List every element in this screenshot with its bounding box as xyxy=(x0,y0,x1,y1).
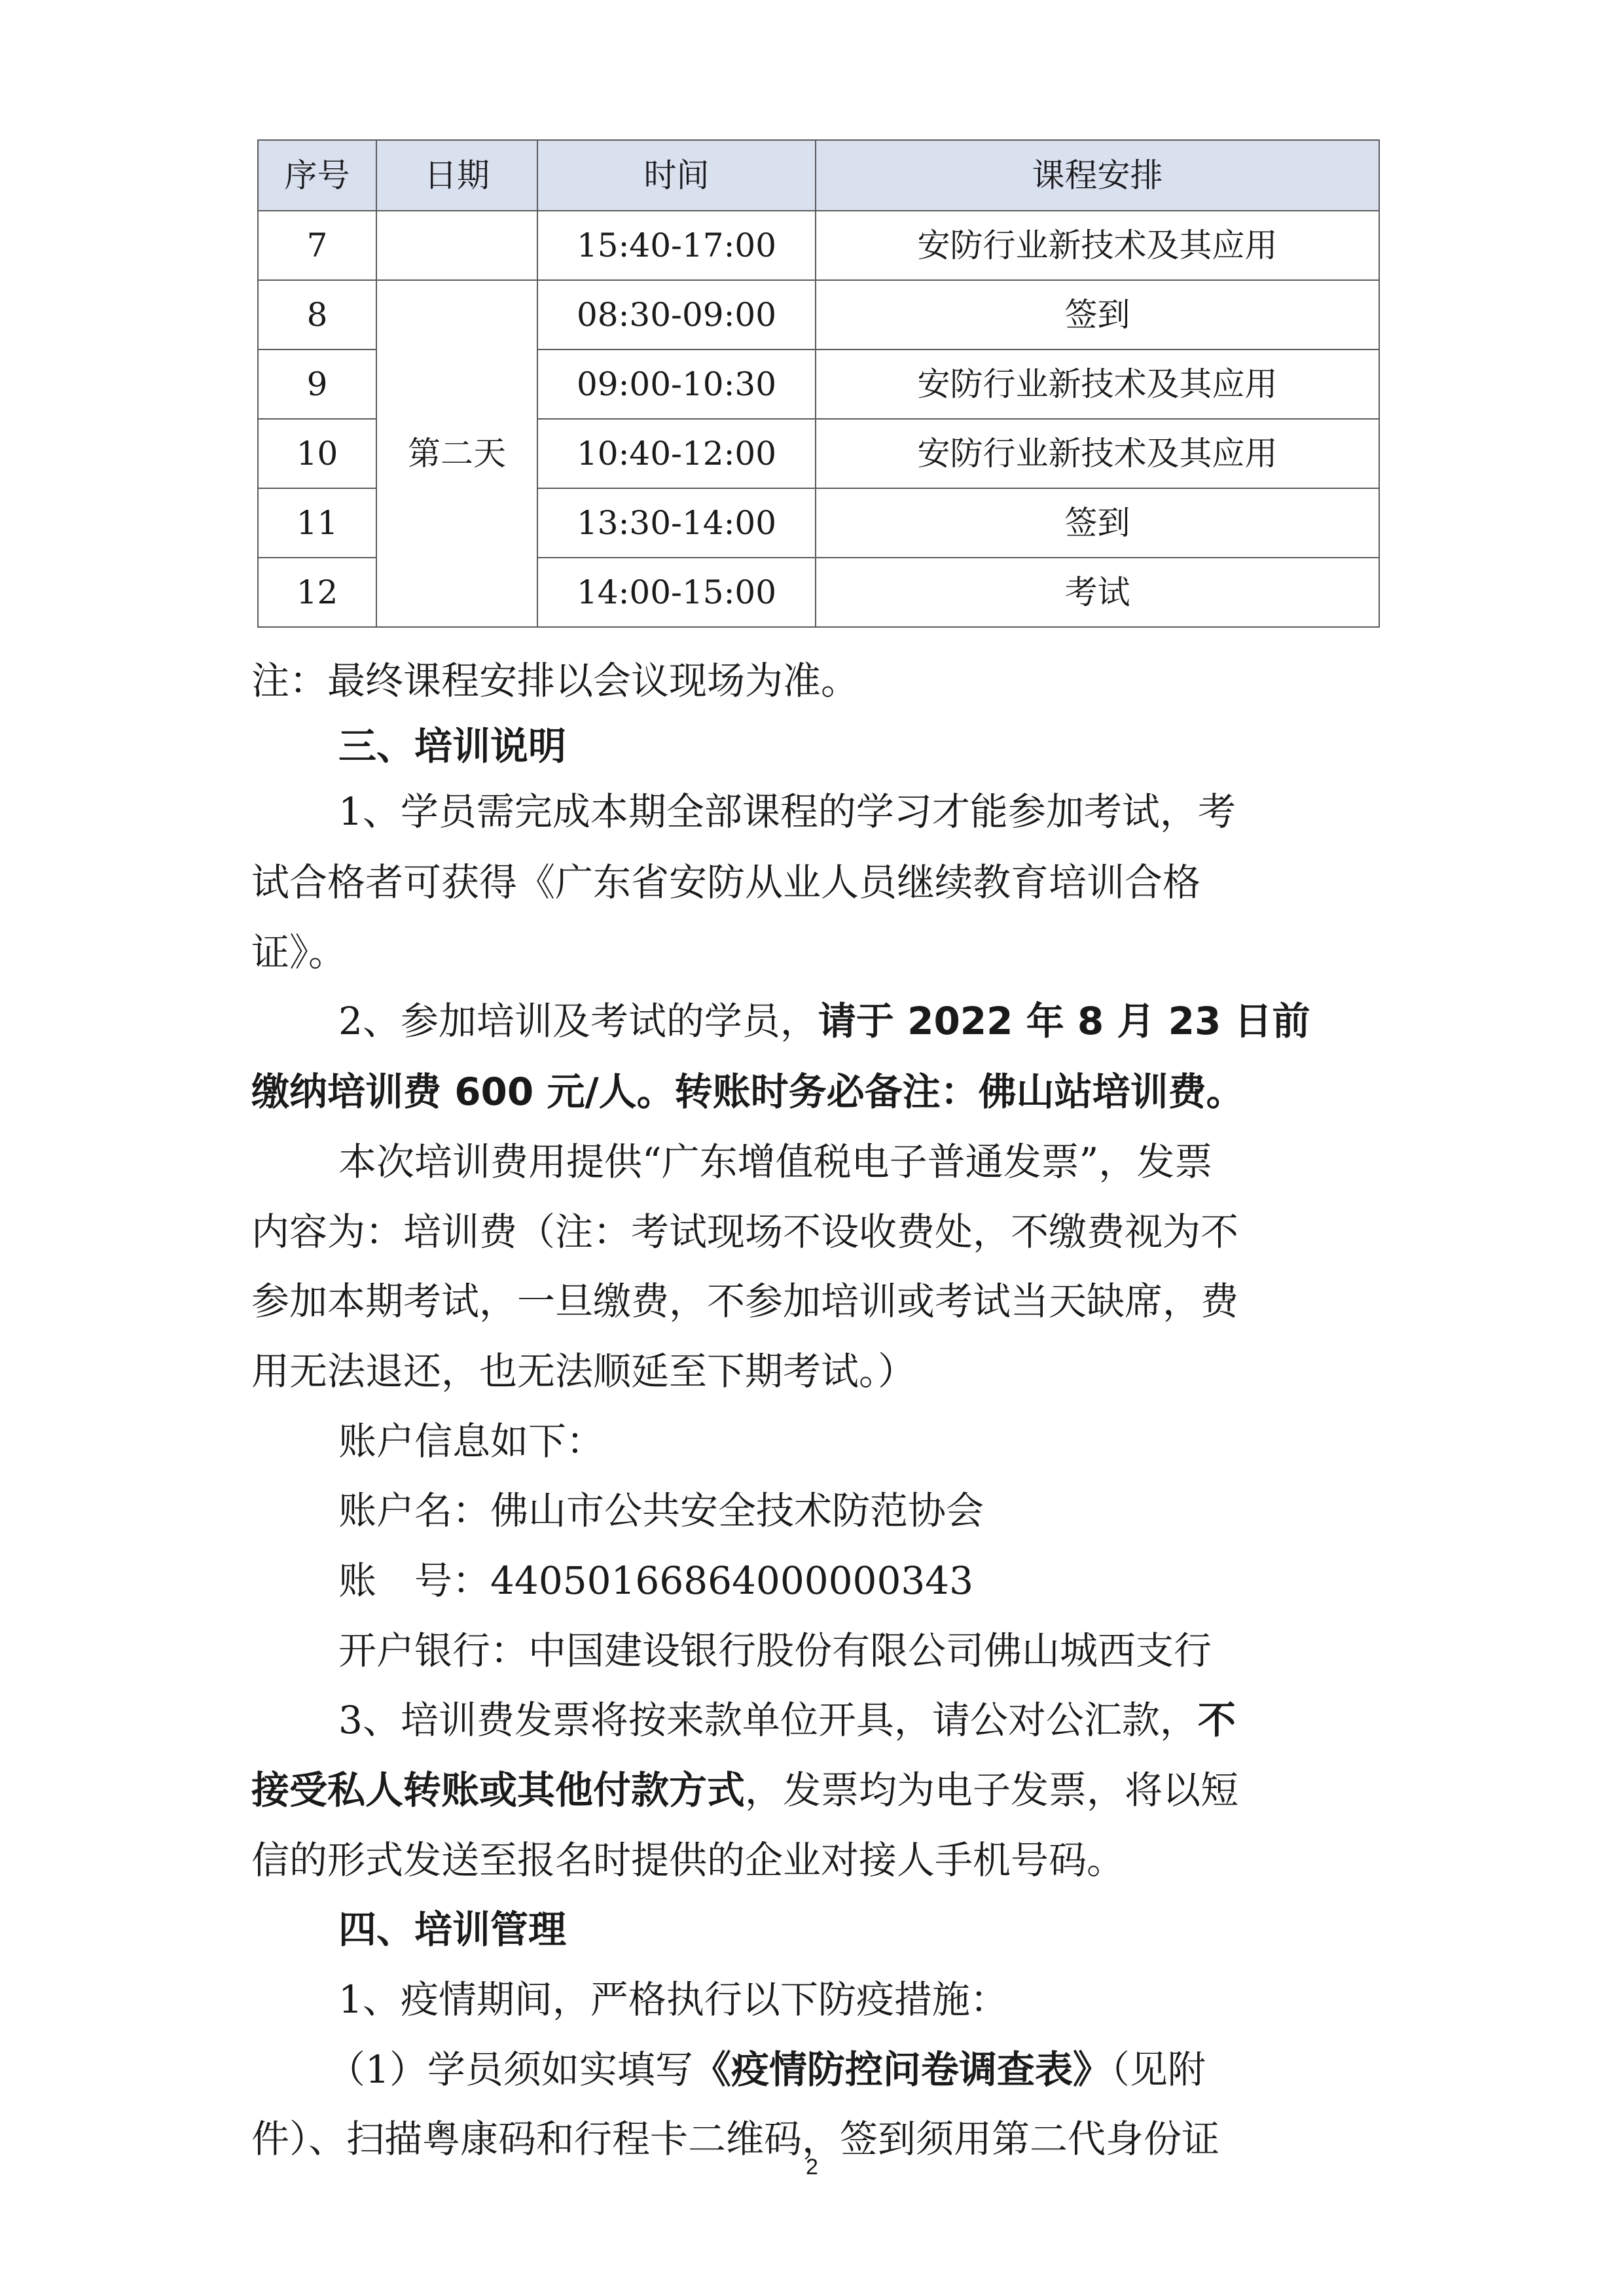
p4-bold-start: 不 xyxy=(1197,1698,1236,1742)
p2-deadline: 请于 2022 年 8 月 23 日前 xyxy=(818,999,1310,1043)
col-header-course: 课程安排 xyxy=(816,140,1379,211)
cell-date xyxy=(376,211,537,280)
bank-name: 开户银行：中国建设银行股份有限公司佛山城西支行 xyxy=(338,1628,1212,1673)
cell-time: 08:30-09:00 xyxy=(537,280,816,350)
section-3-p3-line1: 本次培训费用提供“广东增值税电子普通发票”，发票 xyxy=(338,1139,1213,1184)
cell-time: 15:40-17:00 xyxy=(537,211,816,280)
schedule-note: 注：最终课程安排以会议现场为准。 xyxy=(251,658,859,703)
section-3-p1-line1: 1、学员需完成本期全部课程的学习才能参加考试，考 xyxy=(338,789,1236,834)
page-number: 2 xyxy=(806,2155,818,2179)
section-4-heading: 四、培训管理 xyxy=(338,1907,567,1952)
cell-no: 11 xyxy=(258,488,376,558)
account-name: 账户名：佛山市公共安全技术防范协会 xyxy=(338,1488,984,1533)
section-4-p2-line2: 件）、扫描粤康码和行程卡二维码，签到须用第二代身份证 xyxy=(251,2117,1220,2161)
schedule-table xyxy=(257,139,1380,628)
account-intro: 账户信息如下： xyxy=(338,1419,605,1463)
section-3-p1-line3: 证》。 xyxy=(251,930,347,975)
section-3-p3-line4: 用无法退还，也无法顺延至下期考试。） xyxy=(251,1349,916,1393)
cell-course: 安防行业新技术及其应用 xyxy=(816,211,1379,280)
section-4-p1: 1、疫情期间，严格执行以下防疫措施： xyxy=(338,1977,1008,2022)
section-3-p1-line2: 试合格者可获得《广东省安防从业人员继续教育培训合格 xyxy=(251,860,1201,905)
cell-time: 10:40-12:00 xyxy=(537,419,816,488)
cell-time: 13:30-14:00 xyxy=(537,488,816,558)
col-header-date: 日期 xyxy=(376,140,537,211)
section-3-p4-line3: 信的形式发送至报名时提供的企业对接人手机号码。 xyxy=(251,1838,1125,1882)
p2-prefix: 2、参加培训及考试的学员， xyxy=(338,999,818,1043)
account-number-line xyxy=(338,1558,1384,1603)
cell-course: 签到 xyxy=(816,488,1379,558)
cell-time: 14:00-15:00 xyxy=(537,558,816,627)
cell-no: 12 xyxy=(258,558,376,627)
section-3-p3-line3: 参加本期考试，一旦缴费，不参加培训或考试当天缺席，费 xyxy=(251,1279,1239,1323)
cell-no: 10 xyxy=(258,419,376,488)
account-number: 44050166864000000343 xyxy=(490,1558,974,1603)
col-header-no: 序号 xyxy=(258,140,376,211)
col-header-time: 时间 xyxy=(537,140,816,211)
cell-course: 签到 xyxy=(816,280,1379,350)
p2-item-suffix: （见附 xyxy=(1110,2047,1206,2092)
p4-prefix: 3、培训费发票将按来款单位开具，请公对公汇款， xyxy=(338,1698,1198,1742)
section-3-p2-line1 xyxy=(338,1001,1384,1041)
table-header-row xyxy=(258,140,1379,211)
cell-date-merged: 第二天 xyxy=(376,280,537,627)
table-row xyxy=(258,280,1379,350)
account-number-label: 账 号： xyxy=(338,1558,491,1603)
table-row xyxy=(258,211,1379,280)
section-3-p2-line2: 缴纳培训费 600 元/人。转账时务必备注：佛山站培训费。 xyxy=(251,1069,1244,1114)
cell-course: 安防行业新技术及其应用 xyxy=(816,419,1379,488)
section-3-p3-line2: 内容为：培训费（注：考试现场不设收费处，不缴费视为不 xyxy=(251,1210,1239,1254)
cell-no: 8 xyxy=(258,280,376,350)
questionnaire-title: 《疫情防控问卷调查表》 xyxy=(693,2047,1111,2092)
cell-time: 09:00-10:30 xyxy=(537,350,816,419)
p2-item-prefix: （1）学员须如实填写 xyxy=(327,2047,693,2092)
cell-no: 7 xyxy=(258,211,376,280)
section-4-p2-line1 xyxy=(327,2047,1384,2092)
section-3-heading: 三、培训说明 xyxy=(338,724,567,768)
p4-bold-rest: 接受私人转账或其他付款方式 xyxy=(251,1768,746,1812)
section-3-p4-line1 xyxy=(338,1700,1384,1740)
cell-course: 安防行业新技术及其应用 xyxy=(816,350,1379,419)
cell-no: 9 xyxy=(258,350,376,419)
section-3-p4-line2 xyxy=(251,1770,1384,1810)
p4-line2-rest: ，发票均为电子发票，将以短 xyxy=(745,1768,1239,1812)
cell-course: 考试 xyxy=(816,558,1379,627)
